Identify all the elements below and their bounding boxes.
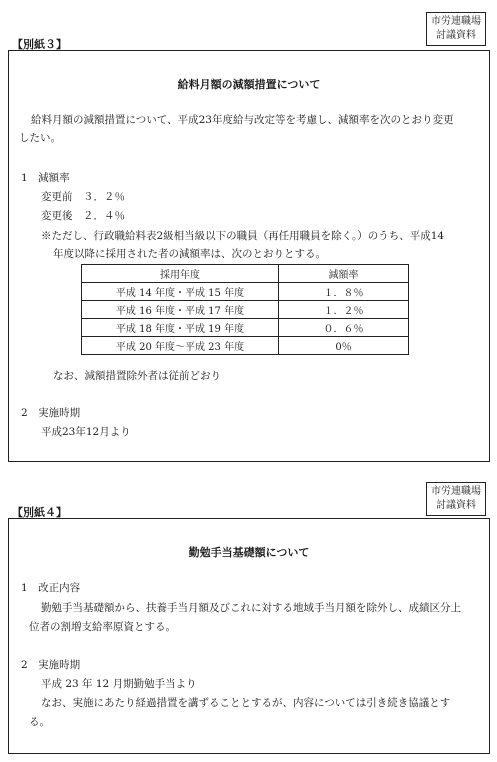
excluded-note: なお、減額措置除外者は従前どおり	[53, 370, 221, 382]
transition-note-cont: る。	[29, 716, 50, 728]
stamp-line: 討議資料	[436, 500, 476, 511]
appendix-4-panel	[8, 518, 490, 754]
table-cell: １．８％	[279, 283, 409, 301]
table-header-row	[82, 265, 409, 283]
table-header: 採用年度	[82, 265, 279, 283]
rate-table	[81, 264, 409, 355]
table-row	[82, 301, 409, 319]
table-cell: 平成 16 年度・平成 17 年度	[82, 301, 279, 319]
appendix-tag: 【別紙３】	[12, 38, 67, 51]
note-text: ※ただし、行政職給料表2級相当級以下の職員（再任用職員を除く。）のうち、平成14	[41, 230, 445, 242]
revision-text-cont: 位者の割増支給率原資とする。	[29, 621, 176, 633]
note-text-cont: 年度以降に採用された者の減額率は、次のとおりとする。	[53, 248, 326, 260]
table-cell: 0％	[279, 337, 409, 355]
transition-note: なお、実施にあたり経過措置を講ずることとするが、内容については引き続き協議とす	[41, 697, 451, 709]
discussion-material-stamp	[426, 482, 486, 516]
appendix-3-panel	[8, 50, 490, 462]
section-heading: 2 実施時期	[21, 407, 81, 419]
section-title: 勤勉手当基礎額について	[188, 546, 310, 559]
intro-text: 給料月額の減額措置について、平成23年度給与改定等を考慮し、減額率を次のとおり変更	[31, 114, 454, 126]
section-heading: 2 実施時期	[21, 659, 81, 671]
stamp-line: 市労連職場	[431, 16, 481, 27]
intro-text-cont: したい。	[19, 132, 61, 144]
rate-before: 変更前 ３．２％	[41, 191, 125, 203]
table-cell: 平成 20 年度～平成 23 年度	[82, 337, 279, 355]
revision-text: 勤勉手当基礎額から、扶養手当月額及びこれに対する地域手当月額を除外し、成績区分上	[41, 602, 461, 614]
appendix-tag: 【別紙４】	[12, 506, 67, 519]
section-heading: 1 改正内容	[21, 582, 81, 594]
stamp-line: 市労連職場	[431, 486, 481, 497]
table-row	[82, 319, 409, 337]
table-cell: １．２％	[279, 301, 409, 319]
discussion-material-stamp	[426, 12, 486, 46]
table-row	[82, 283, 409, 301]
table-header: 減額率	[279, 265, 409, 283]
effective-date: 平成23年12月より	[41, 426, 131, 438]
table-cell: ０．６％	[279, 319, 409, 337]
table-cell: 平成 18 年度・平成 19 年度	[82, 319, 279, 337]
stamp-line: 討議資料	[436, 30, 476, 41]
table-cell: 平成 14 年度・平成 15 年度	[82, 283, 279, 301]
table-row	[82, 337, 409, 355]
rate-after: 変更後 ２．４％	[41, 210, 125, 222]
section-heading: 1 減額率	[21, 172, 70, 184]
section-title: 給料月額の減額措置について	[177, 78, 321, 91]
effective-date: 平成 23 年 12 月期勤勉手当より	[41, 678, 197, 690]
